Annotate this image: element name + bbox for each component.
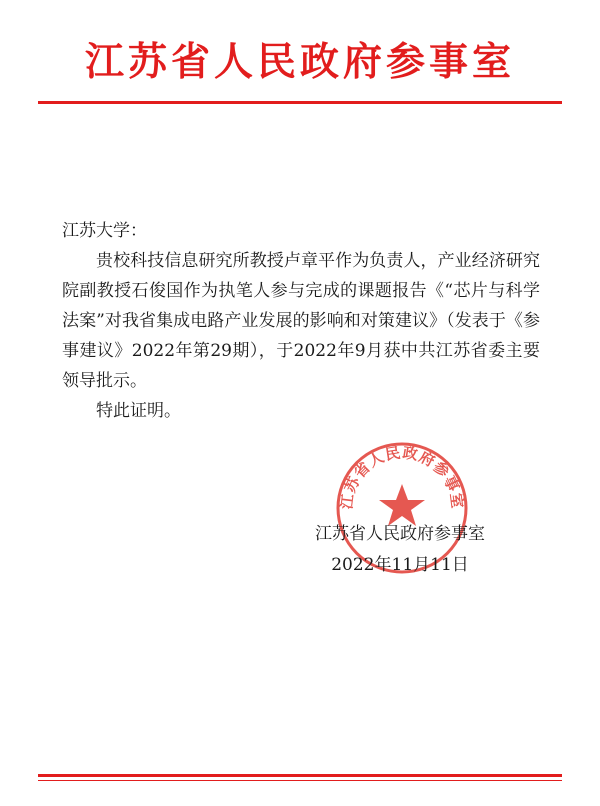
footer-divider-thin [38,780,562,781]
seal-text: 江苏省人民政府参事室 [337,443,467,511]
closing-line: 特此证明。 [96,401,181,421]
signature-date: 2022年11月11日 [331,555,469,575]
letterhead-divider [38,101,562,104]
star-icon [379,484,425,526]
body-paragraph: 贵校科技信息研究所教授卢章平作为负责人，产业经济研究院副教授石俊国作为执笔人参与完成的课题报告《“芯片与科学法案”对我省集成电路产业发展的影响和对策建议》（发表于《参事建议》2022年第29期），于2022年9月获中共江苏省委主要领导批示。 [62,251,540,391]
footer-divider-thick [38,774,562,777]
salutation: 江苏大学： [62,221,147,241]
letter-body [62,216,540,426]
letterhead-title: 江苏省人民政府参事室 [84,39,515,85]
signature-org: 江苏省人民政府参事室 [315,524,485,544]
